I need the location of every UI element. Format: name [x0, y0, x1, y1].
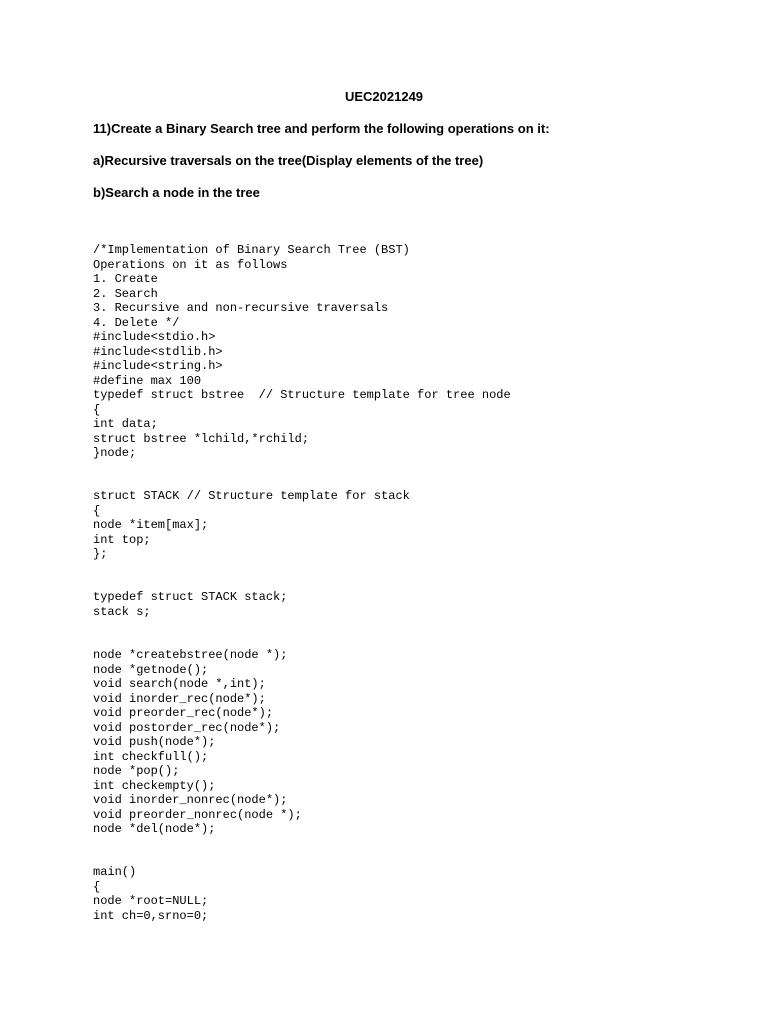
code-block-typedef: [93, 590, 287, 619]
code-line: void preorder_rec(node*);: [93, 706, 274, 720]
code-line: node *pop();: [93, 764, 180, 778]
code-line: };: [93, 547, 108, 561]
part-b-heading: b)Search a node in the tree: [93, 185, 260, 200]
code-line: Operations on it as follows: [93, 257, 288, 272]
code-line: typedef struct STACK stack;: [93, 590, 288, 604]
code-line: #include<stdio.h>: [93, 330, 216, 344]
code-line: node *getnode();: [93, 662, 209, 677]
code-line: 4. Delete */: [93, 315, 180, 330]
code-line: int checkfull();: [93, 749, 209, 764]
code-line: #include<string.h>: [93, 359, 223, 373]
code-line: {: [93, 402, 101, 417]
question-heading: 11)Create a Binary Search tree and perform the following operations on it:: [93, 121, 550, 136]
code-line: node *root=NULL;: [93, 894, 209, 908]
code-line: int checkempty();: [93, 778, 216, 793]
code-line: typedef struct bstree // Structure template for tree node: [93, 388, 511, 402]
code-line: {: [93, 879, 101, 894]
code-line: stack s;: [93, 604, 151, 619]
code-line: }node;: [93, 446, 137, 460]
code-block-main: [93, 865, 208, 923]
code-line: main(): [93, 865, 137, 879]
code-line: int top;: [93, 532, 151, 547]
code-line: node *item[max];: [93, 518, 209, 532]
code-line: {: [93, 503, 101, 518]
code-line: struct bstree *lchild,*rchild;: [93, 431, 310, 446]
code-line: #include<stdlib.h>: [93, 344, 223, 359]
code-line: #define max 100: [93, 373, 202, 388]
code-line: int ch=0,srno=0;: [93, 908, 209, 923]
code-line: void preorder_nonrec(node *);: [93, 807, 302, 822]
code-block-header: [93, 243, 511, 461]
code-line: 1. Create: [93, 272, 158, 286]
code-line: 3. Recursive and non-recursive traversals: [93, 301, 389, 315]
code-line: void search(node *,int);: [93, 677, 266, 691]
code-block-prototypes: [93, 648, 302, 837]
code-line: void inorder_nonrec(node*);: [93, 793, 288, 807]
code-line: void postorder_rec(node*);: [93, 720, 281, 735]
code-block-stack-struct: [93, 489, 410, 562]
code-line: struct STACK // Structure template for stack: [93, 489, 410, 503]
code-line: 2. Search: [93, 286, 158, 301]
code-line: void inorder_rec(node*);: [93, 691, 266, 706]
code-line: /*Implementation of Binary Search Tree (BST): [93, 243, 410, 257]
code-line: node *del(node*);: [93, 822, 216, 836]
code-line: node *createbstree(node *);: [93, 648, 288, 662]
document-id-title: UEC2021249: [344, 89, 424, 104]
code-line: void push(node*);: [93, 735, 216, 749]
part-a-heading: a)Recursive traversals on the tree(Display elements of the tree): [93, 153, 484, 168]
code-line: int data;: [93, 417, 158, 431]
